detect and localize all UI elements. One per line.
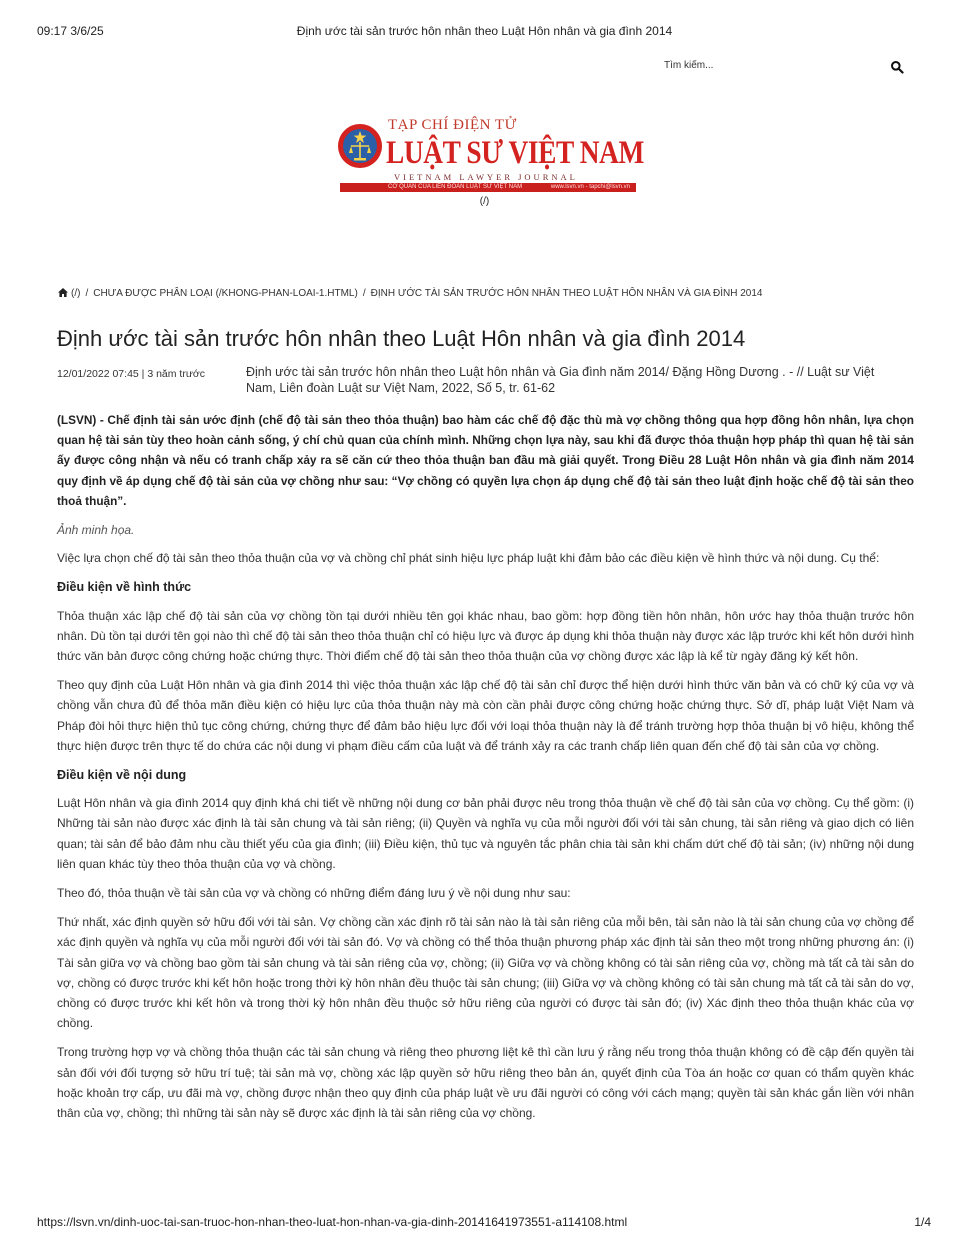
article-lead: (LSVN) - Chế định tài sản ước định (chế độ tài sản theo thỏa thuận) bao hàm các chế độ đặc thù mà vợ chồng thông qua hợp đồng hôn nhân, lựa chọn quan hệ tài sản tùy theo hoàn cảnh sống, ý chí chủ quan của chính mình. Những chọn lựa này, sau khi đã được thỏa thuận hợp pháp thì quan hệ tài sản ấy được công nhận và nếu có tranh chấp xảy ra sẽ căn cứ theo thỏa thuận ban đầu mà giải quyết. Trong Điều 28 Luật Hôn nhân và gia đình năm 2014 quy định về áp dụng chế độ tài sản của vợ chồng như sau: “Vợ chồng có quyền lựa chọn áp dụng chế độ tài sản theo luật định hoặc chế độ tài sản theo thoả thuận”. — [57, 413, 914, 508]
logo-sub-text: VIETNAM LAWYER JOURNAL — [394, 172, 578, 182]
breadcrumb-category[interactable]: CHƯA ĐƯỢC PHÂN LOẠI (/KHONG-PHAN-LOAI-1.HTML) — [93, 288, 358, 299]
article-meta — [57, 368, 205, 380]
logo-bar-left-text: CƠ QUAN CỦA LIÊN ĐOÀN LUẬT SƯ VIỆT NAM — [388, 184, 523, 190]
paragraph: Theo đó, thỏa thuận về tài sản của vợ và chồng có những điểm đáng lưu ý về nội dung như sau: — [57, 886, 571, 901]
article-ago: 3 năm trước — [147, 368, 206, 380]
logo-link[interactable]: (/) — [479, 196, 490, 207]
site-logo[interactable] — [336, 117, 644, 193]
print-datetime: 09:17 3/6/25 — [37, 24, 104, 38]
search-box[interactable] — [658, 58, 912, 76]
article-date: 12/01/2022 07:45 — [57, 368, 139, 380]
breadcrumb — [58, 288, 763, 299]
section-heading-content: Điều kiện về nội dung — [57, 768, 187, 783]
article-title: Định ước tài sản trước hôn nhân theo Luật Hôn nhân và gia đình 2014 — [57, 326, 746, 351]
paragraph: Theo quy định của Luật Hôn nhân và gia đình 2014 thì việc thỏa thuận xác lập chế độ tài sản chỉ được thể hiện dưới hình thức văn bản và có chữ ký của vợ và chồng vẫn chưa đủ để thỏa mãn điều kiện có hiệu lực của thỏa thuận này mà còn cần phải được công chứng hoặc chứng thực. Sở dĩ, pháp luật Việt Nam và Pháp đòi hỏi thực hiện thủ tục công chứng, chứng thực để đảm bảo hiệu lực đối với loại thỏa thuận này là để tránh trường hợp thỏa thuận bị vô hiệu, không thể thực hiện được trên thực tế do chứa các nội dung vi phạm điều cấm của luật và để tránh xảy ra các tranh chấp liên quan đến chế độ tài sản của vợ chồng. — [57, 678, 914, 753]
logo-top-text: TẠP CHÍ ĐIỆN TỬ — [388, 117, 517, 133]
print-page-title: Định ước tài sản trước hôn nhân theo Luật Hôn nhân và gia đình 2014 — [296, 24, 673, 38]
home-icon[interactable] — [58, 288, 68, 297]
meta-separator: | — [141, 368, 145, 380]
paragraph: Luật Hôn nhân và gia đình 2014 quy định khá chi tiết về những nội dung cơ bản phải được nêu trong thỏa thuận về chế độ tài sản của vợ chồng. Cụ thể gồm: (i) Những tài sản nào được xác định là tài sản chung và tài sản riêng; (ii) Quyền và nghĩa vụ của mỗi người đối với tài sản chung, tài sản riêng và giao dịch có liên quan; tài sản để bảo đảm nhu cầu thiết yếu của gia đình; (iii) Điều kiện, thủ tục và nguyên tắc phân chia tài sản khi chấm dứt chế độ tài sản; (iv) những nội dung liên quan khác tùy theo thỏa thuận của vợ và chồng. — [57, 796, 914, 871]
logo-bar-right-text: www.lsvn.vn - tapchi@lsvn.vn — [550, 184, 630, 190]
breadcrumb-separator: / — [362, 288, 366, 299]
paragraph: Thứ nhất, xác định quyền sở hữu đối với tài sản. Vợ chồng cần xác định rõ tài sản nào là tài sản riêng của mỗi bên, tài sản nào là tài sản chung của vợ chồng để xác định quyền và nghĩa vụ của mỗi người đối với tài sản đó. Vợ và chồng có thể thỏa thuận phương pháp xác định tài sản theo một trong những phương án: (i) Tài sản giữa vợ và chồng bao gồm tài sản chung và tài sản riêng của vợ, chồng; (ii) Giữa vợ và chồng không có tài sản riêng của vợ, chồng mà tất cả tài sản do vợ, chồng có được trước khi kết hôn hoặc trong thời kỳ hôn nhân đều thuộc tài sản chung; (iii) Giữa vợ và chồng không có tài sản chung mà tất cả tài sản do vợ, chồng có được trước khi kết hôn và trong thời kỳ hôn nhân đều thuộc sở hữu riêng của người có được tài sản đó; (iv) Xác định theo thỏa thuận khác của vợ chồng. — [57, 915, 914, 1031]
search-input[interactable]: Tìm kiếm... — [664, 60, 714, 71]
article-citation: Định ước tài sản trước hôn nhân theo Luật hôn nhân và Gia đình năm 2014/ Đặng Hồng Dương . - // Luật sư Việt Nam, Liên đoàn Luật sư Việt Nam, 2022, Số 5, tr. 61-62 — [246, 365, 875, 395]
print-page-number: 1/4 — [914, 1215, 931, 1229]
section-heading-form: Điều kiện về hình thức — [57, 580, 192, 595]
paragraph: Trong trường hợp vợ và chồng thỏa thuận các tài sản chung và riêng theo phương liệt kê thì cần lưu ý rằng nếu trong thỏa thuận không có đề cập đến quyền tài sản đối với đối tượng sở hữu trí tuệ; tài sản mà vợ, chồng xác lập quyền sở hữu riêng theo bản án, quyết định của Tòa án hoặc cơ quan có thẩm quyền khác hoặc khoản trợ cấp, ưu đãi mà vợ, chồng được nhận theo quy định của pháp luật về ưu đãi người có công với cách mạng; quyền tài sản khác gắn liền với nhân thân của vợ, chồng; thì những tài sản này sẽ được xác định là tài sản riêng của vợ chồng. — [57, 1045, 914, 1121]
lawyer-emblem-icon — [336, 122, 384, 170]
breadcrumb-current: ĐỊNH ƯỚC TÀI SẢN TRƯỚC HÔN NHÂN THEO LUẬT HÔN NHÂN VÀ GIA ĐÌNH 2014 — [370, 288, 763, 299]
paragraph: Thỏa thuận xác lập chế độ tài sản của vợ chồng tồn tại dưới nhiều tên gọi khác nhau, bao gồm: hợp đồng tiền hôn nhân, hôn ước hay thỏa thuận trước hôn nhân. Dù tồn tại dưới tên gọi nào thì chế độ tài sản theo thỏa thuận chỉ có hiệu lực và được áp dụng khi thỏa thuận này được xác lập trước khi kết hôn dưới hình thức văn bản được công chứng hoặc chứng thực. Thời điểm chế độ tài sản theo thỏa thuận của vợ chồng được xác lập là kể từ ngày đăng ký kết hôn. — [57, 608, 914, 664]
article-body — [57, 410, 914, 1132]
image-caption: Ảnh minh họa. — [57, 523, 135, 538]
logo-bar — [340, 183, 636, 192]
print-url: https://lsvn.vn/dinh-uoc-tai-san-truoc-hon-nhan-theo-luat-hon-nhan-va-gia-dinh-20141641973551-a114108.html — [37, 1215, 628, 1229]
paragraph: Việc lựa chọn chế độ tài sản theo thỏa thuận của vợ và chồng chỉ phát sinh hiệu lực pháp luật khi đảm bảo các điều kiện về hình thức và nội dung. Cụ thể: — [57, 551, 880, 566]
breadcrumb-home[interactable]: (/) — [71, 288, 81, 299]
search-icon[interactable] — [890, 60, 904, 74]
logo-main-text: LUẬT SƯ VIỆT NAM — [386, 135, 644, 171]
breadcrumb-separator: / — [85, 288, 89, 299]
